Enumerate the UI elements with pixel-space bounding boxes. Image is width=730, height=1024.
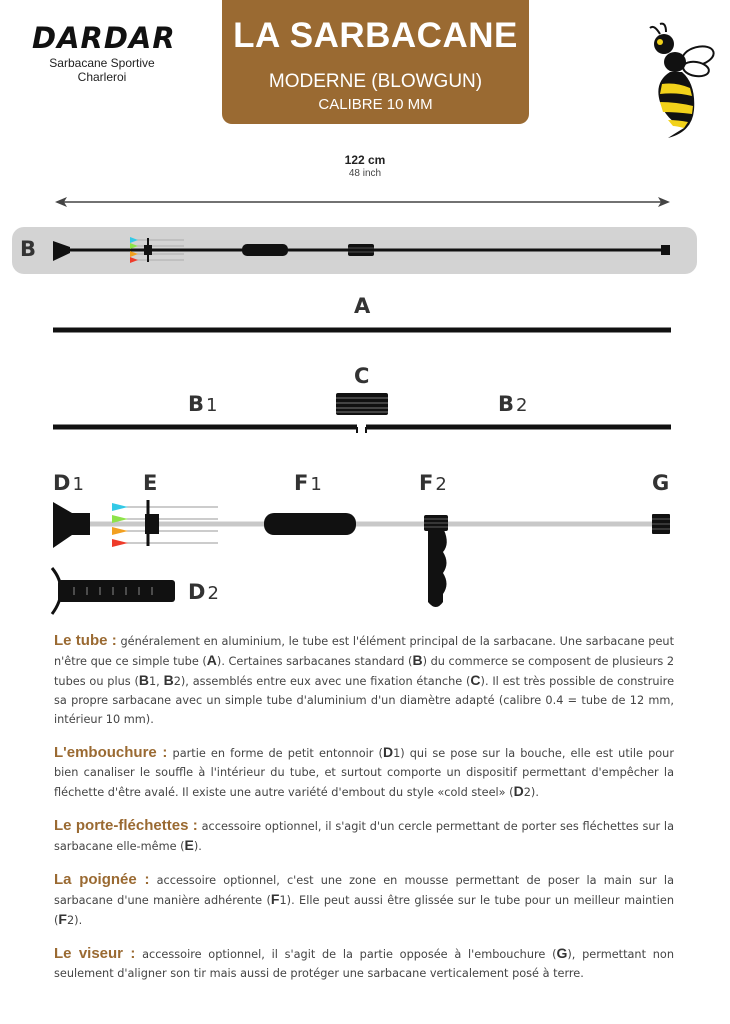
label-c: C bbox=[354, 364, 370, 388]
part-letter: B bbox=[138, 672, 149, 688]
paragraph-text: ). Certaines sarbacanes standard ( bbox=[216, 655, 413, 668]
paragraph-text: 1, bbox=[148, 675, 164, 688]
label-d1-num: 1 bbox=[72, 474, 84, 495]
paragraph-text: ). bbox=[193, 840, 202, 853]
label-b2-num: 2 bbox=[516, 395, 528, 416]
paragraph-heading: Le viseur : bbox=[54, 945, 136, 962]
paragraph-text: 2). bbox=[523, 786, 539, 799]
label-f1-num: 1 bbox=[310, 474, 322, 495]
two-part-tube bbox=[53, 393, 671, 433]
label-a: A bbox=[354, 294, 371, 318]
grip-f2 bbox=[424, 515, 448, 607]
label-f1-letter: F bbox=[294, 471, 309, 495]
label-d2-letter: D bbox=[188, 580, 206, 604]
part-letter: D bbox=[382, 744, 394, 760]
paragraph-heading: Le tube : bbox=[54, 632, 117, 649]
label-d1 bbox=[53, 471, 84, 497]
label-b1-letter: B bbox=[188, 392, 205, 416]
assembled-blowgun bbox=[12, 227, 697, 274]
label-d1-letter: D bbox=[53, 471, 71, 495]
sight-g bbox=[652, 514, 670, 534]
caliber-label: CALIBRE 10 MM bbox=[318, 96, 433, 113]
paragraph bbox=[54, 944, 674, 983]
paragraph bbox=[54, 743, 674, 802]
brand-name: DARDAR bbox=[32, 21, 176, 55]
part-letter: A bbox=[206, 652, 217, 668]
paragraph-text: accessoire optionnel, c'est une zone en mousse permettant de poser la main sur la sarbacane d'une manière adhérente ( bbox=[54, 874, 674, 907]
paragraph-text: généralement en aluminium, le tube est l'élément principal de la sarbacane. Une sarbacane peut n'être que ce simple tube ( bbox=[54, 635, 674, 668]
paragraph-text: 2), assemblés entre eux avec une fixation étanche ( bbox=[173, 675, 471, 688]
brand-line-2: Charleroi bbox=[77, 70, 127, 84]
paragraph-text: ). Il est très possible de construire sa propre sarbacane avec un simple tube d'aluminium d'un diamètre adapté (calibre 0.4 = tube de 12 mm, intérieur 10 mm). bbox=[54, 675, 675, 726]
part-letter: G bbox=[556, 945, 568, 961]
part-letter: B bbox=[412, 652, 423, 668]
length-inch-label: 48 inch bbox=[348, 168, 382, 179]
brand-line-1: Sarbacane Sportive bbox=[49, 56, 155, 70]
part-letter: F bbox=[270, 891, 280, 907]
paragraph bbox=[54, 870, 674, 930]
label-d2-num: 2 bbox=[207, 583, 219, 604]
label-f2-letter: F bbox=[419, 471, 434, 495]
paragraph-text: ) du commerce se composent de plusieurs 2 tubes ou plus ( bbox=[54, 655, 675, 688]
label-d2 bbox=[188, 580, 219, 606]
length-cm-label: 122 cm bbox=[344, 153, 386, 167]
grip-f1 bbox=[264, 513, 356, 535]
paragraph bbox=[54, 816, 674, 856]
label-f2 bbox=[419, 471, 447, 497]
paragraph-text: 1) qui se pose sur la bouche, elle est utile pour bien canaliser le souffle à l'intérieur du tube, et surtout comporte un dispositif permettant d'empêcher la fléchette d'être avalé. Il existe une autre variété d'embout du style «cold steel» ( bbox=[54, 747, 674, 799]
label-b: B bbox=[20, 237, 37, 261]
page-title: LA SARBACANE bbox=[233, 16, 518, 55]
label-b1-num: 1 bbox=[206, 395, 218, 416]
paragraph-heading: Le porte-fléchettes : bbox=[54, 817, 198, 834]
paragraph-text: 1). Elle peut aussi être glissée sur le tube pour un meilleur maintien ( bbox=[54, 894, 674, 927]
label-b2-letter: B bbox=[498, 392, 515, 416]
part-letter: B bbox=[163, 672, 174, 688]
paragraph bbox=[54, 631, 674, 729]
part-letter: D bbox=[513, 783, 524, 799]
paragraph-text: accessoire optionnel, il s'agit d'un cercle permettant de porter ses fléchettes sur la sarbacane elle-même ( bbox=[54, 820, 674, 853]
label-f1 bbox=[294, 471, 322, 497]
description-text bbox=[54, 631, 674, 997]
paragraph-text: 2). bbox=[66, 914, 83, 927]
page-subtitle: MODERNE (BLOWGUN) bbox=[268, 71, 483, 92]
length-arrow bbox=[55, 197, 670, 207]
part-letter: C bbox=[470, 672, 481, 688]
mouthpiece-d1 bbox=[53, 502, 90, 548]
label-g: G bbox=[652, 471, 670, 495]
paragraph-heading: L'embouchure : bbox=[54, 744, 168, 761]
paragraph-heading: La poignée : bbox=[54, 871, 150, 888]
label-b2 bbox=[498, 392, 527, 418]
paragraph-text: partie en forme de petit entonnoir ( bbox=[167, 747, 383, 760]
paragraph-text: accessoire optionnel, il s'agit de la partie opposée à l'embouchure ( bbox=[135, 948, 557, 961]
mouthpiece-d2 bbox=[52, 568, 175, 614]
label-e: E bbox=[143, 471, 158, 495]
label-f2-num: 2 bbox=[435, 474, 447, 495]
label-b1 bbox=[188, 392, 217, 418]
paragraph-text: ), permettant non seulement d'aligner son tir mais aussi de protéger une sarbacane verticalement posé à terre. bbox=[54, 948, 674, 980]
part-letter: F bbox=[58, 911, 67, 927]
part-letter: E bbox=[184, 837, 194, 853]
